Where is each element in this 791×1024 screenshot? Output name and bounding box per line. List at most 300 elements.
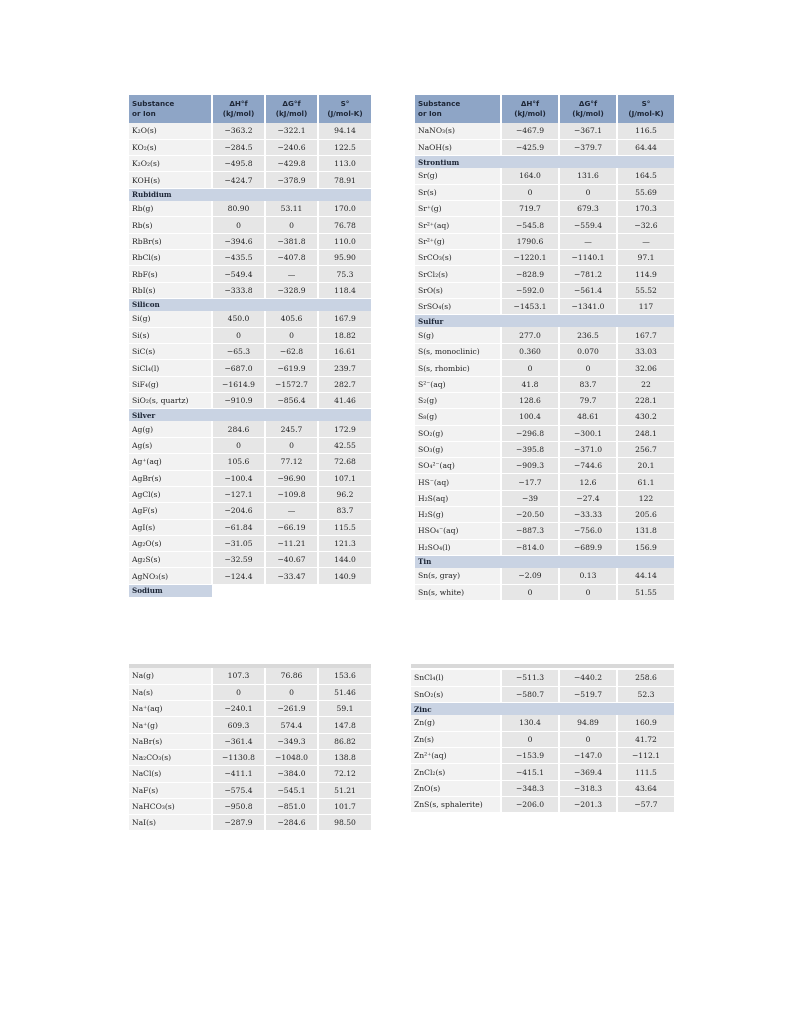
gibbs-cell: 77.12 <box>265 454 318 470</box>
gibbs-cell: −33.47 <box>265 568 318 584</box>
substance-cell: Na(s) <box>129 684 212 700</box>
entropy-cell: 41.72 <box>617 731 674 747</box>
table-row <box>129 519 371 535</box>
table-row <box>129 360 371 376</box>
table-row <box>415 441 674 457</box>
entropy-cell: 140.9 <box>318 568 371 584</box>
gibbs-cell: 83.7 <box>559 376 617 392</box>
substance-cell: K₂O(s) <box>129 123 212 139</box>
table-row <box>415 584 674 600</box>
entropy-cell: 32.06 <box>617 360 674 376</box>
enthalpy-cell: −333.8 <box>212 282 265 298</box>
entropy-cell: 98.50 <box>318 815 371 831</box>
enthalpy-cell: −411.1 <box>212 766 265 782</box>
table-row <box>415 168 674 184</box>
gibbs-cell: 76.86 <box>265 668 318 684</box>
substance-cell: Zn(s) <box>411 731 501 747</box>
entropy-cell: 170.0 <box>318 201 371 217</box>
section-fill <box>501 315 559 328</box>
entropy-cell: 59.1 <box>318 701 371 717</box>
gibbs-cell: −440.2 <box>559 670 617 686</box>
gibbs-cell: −66.19 <box>265 519 318 535</box>
entropy-cell: 41.46 <box>318 392 371 408</box>
gibbs-cell: −261.9 <box>265 701 318 717</box>
entropy-cell: 131.8 <box>617 523 674 539</box>
gibbs-cell: −384.0 <box>265 766 318 782</box>
thermo-table-left-top <box>129 95 371 597</box>
table-row <box>129 470 371 486</box>
section-label: Silicon <box>129 298 212 311</box>
table-row <box>415 425 674 441</box>
table-row <box>129 766 371 782</box>
entropy-cell: 122.5 <box>318 139 371 155</box>
entropy-cell: 55.69 <box>617 184 674 200</box>
table-row <box>129 438 371 454</box>
substance-cell: Zn²⁺(aq) <box>411 748 501 764</box>
section-label: Zinc <box>411 703 501 716</box>
gibbs-cell: −519.7 <box>559 686 617 702</box>
enthalpy-cell: −495.8 <box>212 156 265 172</box>
entropy-cell: 167.7 <box>617 327 674 343</box>
table-row <box>129 327 371 343</box>
entropy-cell: 248.1 <box>617 425 674 441</box>
enthalpy-cell: −31.05 <box>212 535 265 551</box>
gibbs-cell: −1341.0 <box>559 298 617 314</box>
table-row <box>129 421 371 437</box>
section-fill <box>617 315 674 328</box>
gibbs-cell: 131.6 <box>559 168 617 184</box>
enthalpy-cell: −206.0 <box>501 797 559 813</box>
gibbs-cell: −381.8 <box>265 233 318 249</box>
substance-cell: S²⁻(aq) <box>415 376 501 392</box>
gibbs-cell: 0 <box>559 360 617 376</box>
gibbs-header: ΔG°f (kJ/mol) <box>559 95 617 123</box>
enthalpy-cell: −1614.9 <box>212 376 265 392</box>
table-row <box>129 217 371 233</box>
gibbs-cell: −27.4 <box>559 490 617 506</box>
table-row <box>129 815 371 831</box>
entropy-header: S° (J/mol-K) <box>318 95 371 123</box>
substance-cell: SO₃(g) <box>415 441 501 457</box>
section-fill <box>559 315 617 328</box>
substance-cell: NaNO₃(s) <box>415 123 501 139</box>
gibbs-cell: −689.9 <box>559 539 617 555</box>
substance-cell: Sn(s, gray) <box>415 568 501 584</box>
entropy-cell: 147.8 <box>318 717 371 733</box>
substance-cell: Si(g) <box>129 311 212 327</box>
substance-cell: Ag⁺(aq) <box>129 454 212 470</box>
substance-cell: ZnCl₂(s) <box>411 764 501 780</box>
gibbs-cell: −744.6 <box>559 458 617 474</box>
enthalpy-cell: 130.4 <box>501 715 559 731</box>
entropy-cell: 18.82 <box>318 327 371 343</box>
enthalpy-cell: −65.3 <box>212 344 265 360</box>
entropy-cell: 282.7 <box>318 376 371 392</box>
table-row <box>129 376 371 392</box>
gibbs-cell: −378.9 <box>265 172 318 188</box>
table-row <box>411 686 674 702</box>
enthalpy-header: ΔH°f (kJ/mol) <box>212 95 265 123</box>
entropy-cell: 101.7 <box>318 798 371 814</box>
enthalpy-cell: 0 <box>212 438 265 454</box>
substance-cell: Sr²⁺(g) <box>415 233 501 249</box>
table-row <box>415 266 674 282</box>
enthalpy-cell: 1790.6 <box>501 233 559 249</box>
enthalpy-cell: −153.9 <box>501 748 559 764</box>
table-row <box>415 282 674 298</box>
substance-cell: Sr⁺(g) <box>415 201 501 217</box>
enthalpy-cell: 284.6 <box>212 421 265 437</box>
table-row <box>415 539 674 555</box>
gibbs-cell: −284.6 <box>265 815 318 831</box>
gibbs-cell: −318.3 <box>559 780 617 796</box>
table-row <box>129 201 371 217</box>
gibbs-cell: 405.6 <box>265 311 318 327</box>
section-header <box>411 703 674 716</box>
enthalpy-cell: −435.5 <box>212 250 265 266</box>
table-row <box>415 298 674 314</box>
section-fill <box>617 703 674 716</box>
enthalpy-cell: −511.3 <box>501 670 559 686</box>
gibbs-cell: 0 <box>265 327 318 343</box>
enthalpy-cell: 41.8 <box>501 376 559 392</box>
enthalpy-cell: 277.0 <box>501 327 559 343</box>
enthalpy-cell: 0 <box>501 584 559 600</box>
enthalpy-cell: −348.3 <box>501 780 559 796</box>
enthalpy-cell: −61.84 <box>212 519 265 535</box>
substance-cell: AgNO₃(s) <box>129 568 212 584</box>
substance-cell: SO₂(g) <box>415 425 501 441</box>
gibbs-cell: −240.6 <box>265 139 318 155</box>
gibbs-cell: 94.89 <box>559 715 617 731</box>
substance-cell: KO₂(s) <box>129 139 212 155</box>
entropy-cell: 22 <box>617 376 674 392</box>
table-row <box>129 503 371 519</box>
section-header <box>129 298 371 311</box>
section-fill <box>501 156 559 169</box>
substance-cell: HS⁻(aq) <box>415 474 501 490</box>
section-fill <box>318 584 371 597</box>
table-row <box>129 749 371 765</box>
thermo-table-right-bottom <box>411 670 674 813</box>
substance-cell: Ag(s) <box>129 438 212 454</box>
table-row <box>129 486 371 502</box>
substance-cell: S(g) <box>415 327 501 343</box>
section-fill <box>212 188 265 201</box>
substance-cell: H₂S(g) <box>415 507 501 523</box>
entropy-cell: 51.21 <box>318 782 371 798</box>
substance-cell: NaBr(s) <box>129 733 212 749</box>
table-row <box>415 376 674 392</box>
table-row <box>129 782 371 798</box>
section-fill <box>559 703 617 716</box>
gibbs-cell: −371.0 <box>559 441 617 457</box>
table-row <box>129 139 371 155</box>
section-fill <box>559 156 617 169</box>
substance-cell: H₂S(aq) <box>415 490 501 506</box>
gibbs-cell: −349.3 <box>265 733 318 749</box>
gibbs-cell: 79.7 <box>559 392 617 408</box>
section-header <box>415 555 674 568</box>
substance-cell: SO₄²⁻(aq) <box>415 458 501 474</box>
gibbs-cell: −62.8 <box>265 344 318 360</box>
enthalpy-cell: −580.7 <box>501 686 559 702</box>
enthalpy-cell: 105.6 <box>212 454 265 470</box>
enthalpy-cell: −361.4 <box>212 733 265 749</box>
substance-cell: RbF(s) <box>129 266 212 282</box>
enthalpy-cell: −284.5 <box>212 139 265 155</box>
table-row <box>129 552 371 568</box>
table-row <box>415 123 674 139</box>
gibbs-cell: −300.1 <box>559 425 617 441</box>
entropy-cell: 83.7 <box>318 503 371 519</box>
entropy-cell: 116.5 <box>617 123 674 139</box>
substance-cell: S₈(g) <box>415 409 501 425</box>
gibbs-cell: −781.2 <box>559 266 617 282</box>
substance-cell: Na₂CO₃(s) <box>129 749 212 765</box>
enthalpy-cell: −828.9 <box>501 266 559 282</box>
enthalpy-cell: −687.0 <box>212 360 265 376</box>
table-row <box>129 266 371 282</box>
table-row <box>415 360 674 376</box>
substance-cell: RbBr(s) <box>129 233 212 249</box>
entropy-cell: 86.82 <box>318 733 371 749</box>
entropy-cell: 78.91 <box>318 172 371 188</box>
section-label: Sodium <box>129 584 212 597</box>
gibbs-cell: 0.13 <box>559 568 617 584</box>
substance-cell: NaF(s) <box>129 782 212 798</box>
substance-cell: NaHCO₃(s) <box>129 798 212 814</box>
entropy-cell: 138.8 <box>318 749 371 765</box>
entropy-cell: 111.5 <box>617 764 674 780</box>
enthalpy-cell: −240.1 <box>212 701 265 717</box>
substance-cell: H₂SO₄(l) <box>415 539 501 555</box>
entropy-cell: 33.03 <box>617 344 674 360</box>
entropy-cell: 43.64 <box>617 780 674 796</box>
table-row <box>129 535 371 551</box>
entropy-cell: 117 <box>617 298 674 314</box>
enthalpy-cell: −950.8 <box>212 798 265 814</box>
substance-cell: Na⁺(g) <box>129 717 212 733</box>
enthalpy-cell: −100.4 <box>212 470 265 486</box>
enthalpy-cell: −415.1 <box>501 764 559 780</box>
entropy-cell: 96.2 <box>318 486 371 502</box>
substance-cell: AgBr(s) <box>129 470 212 486</box>
section-fill <box>265 409 318 422</box>
gibbs-cell: −147.0 <box>559 748 617 764</box>
entropy-cell: 51.46 <box>318 684 371 700</box>
table-row <box>411 715 674 731</box>
table-row <box>415 568 674 584</box>
substance-cell: RbI(s) <box>129 282 212 298</box>
section-header <box>415 156 674 169</box>
entropy-cell: 167.9 <box>318 311 371 327</box>
entropy-cell: 430.2 <box>617 409 674 425</box>
substance-cell: SiCl₄(l) <box>129 360 212 376</box>
entropy-cell: 170.3 <box>617 201 674 217</box>
gibbs-cell: 12.6 <box>559 474 617 490</box>
entropy-cell: 121.3 <box>318 535 371 551</box>
table-row <box>415 458 674 474</box>
section-header <box>129 188 371 201</box>
enthalpy-cell: −592.0 <box>501 282 559 298</box>
gibbs-cell: −1048.0 <box>265 749 318 765</box>
substance-cell: SiC(s) <box>129 344 212 360</box>
substance-cell: Na(g) <box>129 668 212 684</box>
section-fill <box>617 156 674 169</box>
substance-cell: SrO(s) <box>415 282 501 298</box>
enthalpy-cell: 128.6 <box>501 392 559 408</box>
entropy-cell: 107.1 <box>318 470 371 486</box>
section-fill <box>265 188 318 201</box>
entropy-cell: 256.7 <box>617 441 674 457</box>
table-row <box>415 507 674 523</box>
table-row <box>415 409 674 425</box>
enthalpy-cell: −124.4 <box>212 568 265 584</box>
substance-cell: KOH(s) <box>129 172 212 188</box>
enthalpy-cell: 450.0 <box>212 311 265 327</box>
section-header <box>129 584 371 597</box>
enthalpy-cell: −17.7 <box>501 474 559 490</box>
entropy-cell: 228.1 <box>617 392 674 408</box>
enthalpy-cell: −1130.8 <box>212 749 265 765</box>
gibbs-cell: −851.0 <box>265 798 318 814</box>
enthalpy-cell: −287.9 <box>212 815 265 831</box>
entropy-cell: 172.9 <box>318 421 371 437</box>
table-row <box>415 201 674 217</box>
entropy-cell: 55.52 <box>617 282 674 298</box>
enthalpy-cell: −909.3 <box>501 458 559 474</box>
gibbs-cell: −369.4 <box>559 764 617 780</box>
substance-cell: K₂O₂(s) <box>129 156 212 172</box>
gibbs-cell: 679.3 <box>559 201 617 217</box>
gibbs-cell: −379.7 <box>559 139 617 155</box>
table-row <box>415 490 674 506</box>
substance-cell: Ag₂O(s) <box>129 535 212 551</box>
entropy-cell: 42.55 <box>318 438 371 454</box>
entropy-cell: 160.9 <box>617 715 674 731</box>
table-row <box>415 217 674 233</box>
table-header <box>415 95 674 123</box>
substance-cell: SrCl₂(s) <box>415 266 501 282</box>
gibbs-cell: −322.1 <box>265 123 318 139</box>
table-row <box>129 311 371 327</box>
substance-cell: RbCl(s) <box>129 250 212 266</box>
substance-cell: AgI(s) <box>129 519 212 535</box>
entropy-cell: 97.1 <box>617 250 674 266</box>
section-fill <box>501 703 559 716</box>
section-label: Sulfur <box>415 315 501 328</box>
enthalpy-cell: −296.8 <box>501 425 559 441</box>
substance-cell: Sr(s) <box>415 184 501 200</box>
section-label: Strontium <box>415 156 501 169</box>
enthalpy-cell: −394.6 <box>212 233 265 249</box>
table-row <box>129 156 371 172</box>
enthalpy-header: ΔH°f (kJ/mol) <box>501 95 559 123</box>
table-row <box>129 250 371 266</box>
substance-cell: HSO₄⁻(aq) <box>415 523 501 539</box>
enthalpy-cell: −1453.1 <box>501 298 559 314</box>
enthalpy-cell: −395.8 <box>501 441 559 457</box>
table-row <box>411 670 674 686</box>
substance-cell: Sn(s, white) <box>415 584 501 600</box>
section-label: Silver <box>129 409 212 422</box>
enthalpy-cell: −425.9 <box>501 139 559 155</box>
table-row <box>129 123 371 139</box>
substance-cell: ZnS(s, sphalerite) <box>411 797 501 813</box>
entropy-cell: 114.9 <box>617 266 674 282</box>
section-header <box>415 315 674 328</box>
section-fill <box>212 584 265 597</box>
table-row <box>415 523 674 539</box>
enthalpy-cell: −814.0 <box>501 539 559 555</box>
enthalpy-cell: 719.7 <box>501 201 559 217</box>
table-row <box>415 139 674 155</box>
entropy-cell: 64.44 <box>617 139 674 155</box>
table-row <box>129 717 371 733</box>
gibbs-cell: −429.8 <box>265 156 318 172</box>
table-row <box>411 780 674 796</box>
entropy-cell: 76.78 <box>318 217 371 233</box>
section-fill <box>617 555 674 568</box>
enthalpy-cell: 100.4 <box>501 409 559 425</box>
gibbs-cell: −201.3 <box>559 797 617 813</box>
gibbs-cell: −545.1 <box>265 782 318 798</box>
substance-cell: SiF₄(g) <box>129 376 212 392</box>
substance-cell: AgCl(s) <box>129 486 212 502</box>
table-row <box>129 668 371 684</box>
table-row <box>129 344 371 360</box>
substance-header: Substance or Ion <box>129 95 212 123</box>
enthalpy-cell: 0 <box>501 731 559 747</box>
substance-cell: Na⁺(aq) <box>129 701 212 717</box>
section-fill <box>265 298 318 311</box>
enthalpy-cell: −549.4 <box>212 266 265 282</box>
substance-header: Substance or Ion <box>415 95 501 123</box>
gibbs-cell: −33.33 <box>559 507 617 523</box>
table-row <box>415 184 674 200</box>
gibbs-cell: −1572.7 <box>265 376 318 392</box>
enthalpy-cell: 0 <box>501 184 559 200</box>
substance-cell: SiO₂(s, quartz) <box>129 392 212 408</box>
enthalpy-cell: −127.1 <box>212 486 265 502</box>
entropy-cell: 72.68 <box>318 454 371 470</box>
gibbs-cell: −328.9 <box>265 282 318 298</box>
gibbs-cell: 0 <box>265 438 318 454</box>
entropy-cell: −112.1 <box>617 748 674 764</box>
entropy-cell: 144.0 <box>318 552 371 568</box>
table-row <box>129 282 371 298</box>
gibbs-cell: — <box>265 266 318 282</box>
table-row <box>411 764 674 780</box>
table-header <box>129 95 371 123</box>
table-row <box>129 568 371 584</box>
enthalpy-cell: −204.6 <box>212 503 265 519</box>
enthalpy-cell: 80.90 <box>212 201 265 217</box>
entropy-cell: 94.14 <box>318 123 371 139</box>
gibbs-cell: 245.7 <box>265 421 318 437</box>
gibbs-cell: 48.61 <box>559 409 617 425</box>
gibbs-cell: 0 <box>265 217 318 233</box>
entropy-cell: 122 <box>617 490 674 506</box>
section-fill <box>265 584 318 597</box>
gibbs-cell: −619.9 <box>265 360 318 376</box>
gibbs-cell: −109.8 <box>265 486 318 502</box>
entropy-cell: 113.0 <box>318 156 371 172</box>
entropy-cell: 156.9 <box>617 539 674 555</box>
substance-cell: Rb(g) <box>129 201 212 217</box>
gibbs-cell: −40.67 <box>265 552 318 568</box>
